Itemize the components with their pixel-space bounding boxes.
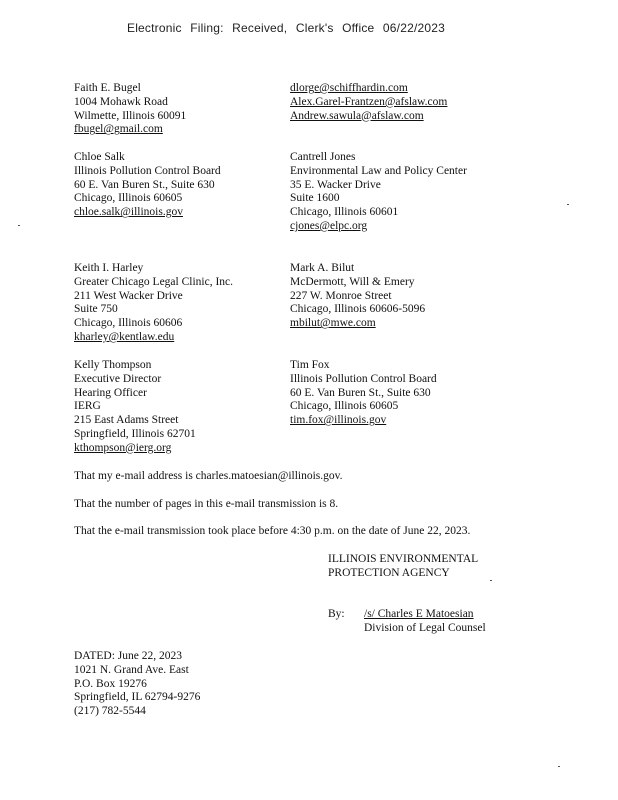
contact-title: Hearing Officer <box>74 386 147 399</box>
contact-suite: Suite 1600 <box>290 192 340 205</box>
contact-email-link[interactable]: mbilut@mwe.com <box>290 317 376 330</box>
contact-address: 1004 Mohawk Road <box>74 95 168 108</box>
contact-title: Executive Director <box>74 372 162 385</box>
contact-chloe-salk <box>74 151 221 220</box>
contact-name: Kelly Thompson <box>74 359 152 371</box>
dated-line: DATED: June 22, 2023 <box>74 650 182 662</box>
contact-city: Chicago, Illinois 60606 <box>74 317 183 330</box>
contact-mark-bilut <box>290 262 425 331</box>
signature-block <box>364 608 486 636</box>
scan-speck <box>567 204 569 205</box>
contact-tim-fox <box>290 359 437 428</box>
signature-by-label: By: <box>328 608 345 620</box>
signature-name: /s/ Charles E Matoesian <box>364 608 474 620</box>
contact-email-link[interactable]: fbugel@gmail.com <box>74 123 163 136</box>
signature-division: Division of Legal Counsel <box>364 621 486 634</box>
statement-transmission-time: That the e-mail transmission took place before 4:30 p.m. on the date of June 22, 2023. <box>74 525 471 537</box>
contact-email-link[interactable]: kharley@kentlaw.edu <box>74 330 175 343</box>
contact-city: Chicago, Illinois 60605 <box>74 192 183 205</box>
contact-org: McDermott, Will & Emery <box>290 275 415 288</box>
contact-email-link[interactable]: dlorge@schiffhardin.com <box>290 82 408 94</box>
dated-phone: (217) 782-5544 <box>74 705 146 718</box>
contact-address: 35 E. Wacker Drive <box>290 178 381 191</box>
contact-city: Wilmette, Illinois 60091 <box>74 109 187 122</box>
dated-block <box>74 650 200 719</box>
contact-address: 211 West Wacker Drive <box>74 289 183 302</box>
contact-address: 60 E. Van Buren St., Suite 630 <box>290 386 431 399</box>
contact-name: Chloe Salk <box>74 151 125 163</box>
statement-page-count: That the number of pages in this e-mail transmission is 8. <box>74 498 339 510</box>
contact-email-link[interactable]: cjones@elpc.org <box>290 219 368 232</box>
contact-name: Keith I. Harley <box>74 262 144 274</box>
contact-org: Greater Chicago Legal Clinic, Inc. <box>74 275 234 288</box>
agency-name <box>328 553 478 581</box>
contact-email-link[interactable]: tim.fox@illinois.gov <box>290 414 387 427</box>
dated-city: Springfield, IL 62794-9276 <box>74 691 201 704</box>
contact-email-link[interactable]: chloe.salk@illinois.gov <box>74 206 183 219</box>
contact-suite: Suite 750 <box>74 303 118 316</box>
contact-org: Environmental Law and Policy Center <box>290 164 467 177</box>
contact-org: IERG <box>74 400 101 413</box>
agency-line: ILLINOIS ENVIRONMENTAL <box>328 553 479 565</box>
contact-kelly-thompson <box>74 359 196 456</box>
contact-email-link[interactable]: Alex.Garel-Frantzen@afslaw.com <box>290 95 448 108</box>
statement-email-address: That my e-mail address is charles.matoesian@illinois.gov. <box>74 470 343 482</box>
contact-address: 215 East Adams Street <box>74 414 179 427</box>
contact-name: Faith E. Bugel <box>74 82 141 94</box>
contact-name: Mark A. Bilut <box>290 262 355 274</box>
dated-address: 1021 N. Grand Ave. East <box>74 663 189 676</box>
contact-org: Illinois Pollution Control Board <box>74 164 221 177</box>
contact-city: Chicago, Illinois 60601 <box>290 206 399 219</box>
contact-keith-harley <box>74 262 233 345</box>
contact-name: Cantrell Jones <box>290 151 356 163</box>
contact-faith-bugel <box>74 82 186 137</box>
contact-city: Chicago, Illinois 60605 <box>290 400 399 413</box>
scan-speck <box>558 766 560 767</box>
filing-header: Electronic Filing: Received, Clerk's Office 06/22/2023 <box>126 21 445 35</box>
contact-email-link[interactable]: kthompson@ierg.org <box>74 441 172 454</box>
contact-email-link[interactable]: Andrew.sawula@afslaw.com <box>290 109 424 122</box>
scan-speck <box>18 225 20 226</box>
contact-city: Springfield, Illinois 62701 <box>74 427 196 440</box>
contact-address: 60 E. Van Buren St., Suite 630 <box>74 178 215 191</box>
contact-org: Illinois Pollution Control Board <box>290 372 437 385</box>
contact-cantrell-jones <box>290 151 467 234</box>
dated-po-box: P.O. Box 19276 <box>74 677 147 690</box>
scan-speck <box>490 580 492 581</box>
contact-address: 227 W. Monroe Street <box>290 289 392 302</box>
agency-line: PROTECTION AGENCY <box>328 566 450 579</box>
contact-email-list <box>290 82 447 123</box>
contact-name: Tim Fox <box>290 359 330 371</box>
contact-city: Chicago, Illinois 60606-5096 <box>290 303 426 316</box>
